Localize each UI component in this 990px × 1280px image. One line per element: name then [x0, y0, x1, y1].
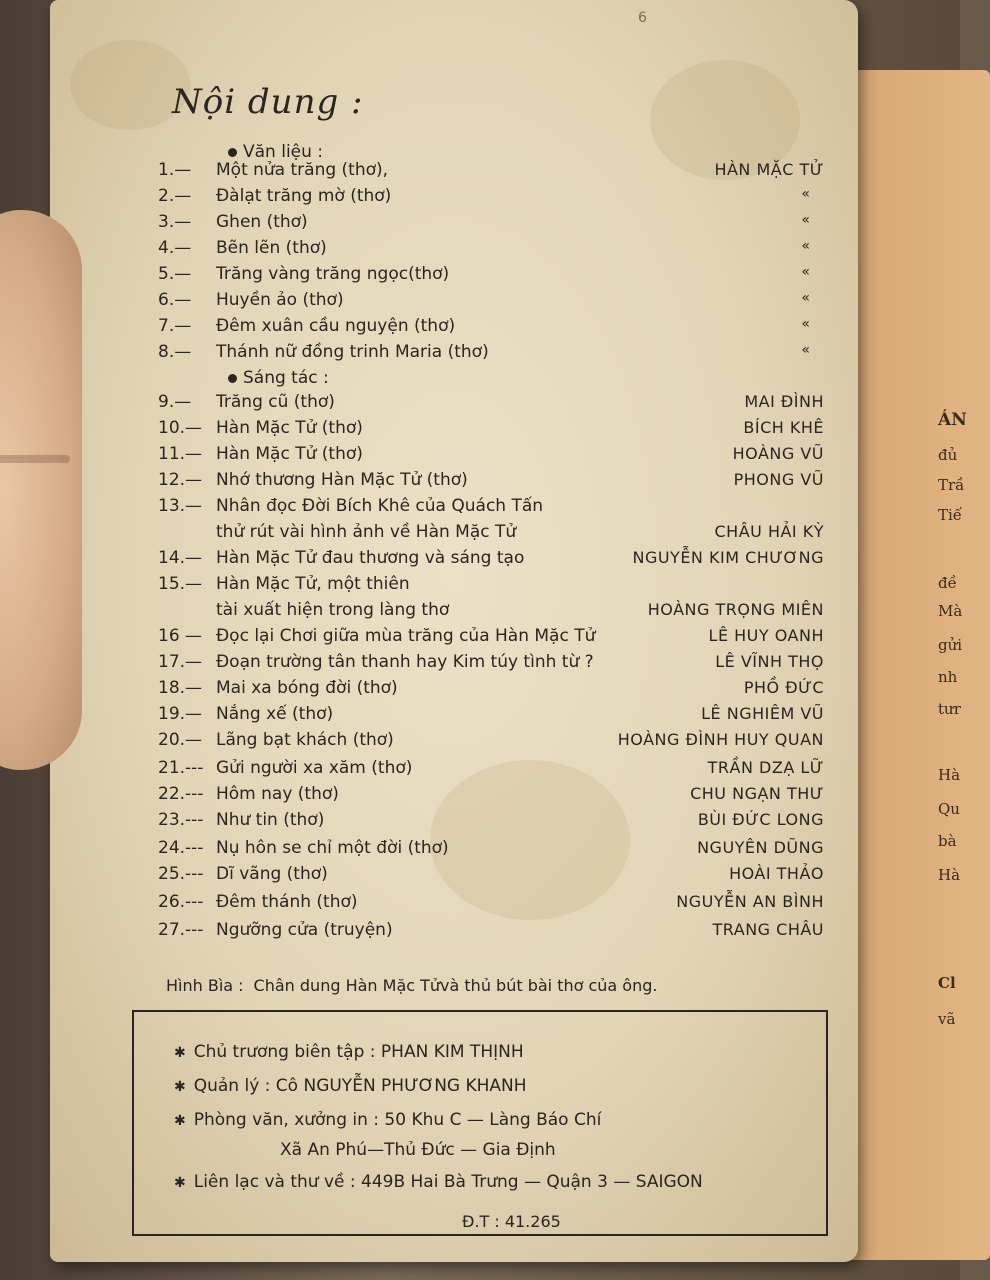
- asterisk-icon: ✱: [174, 1079, 186, 1095]
- imprint-box: [132, 1010, 828, 1236]
- toc-entry-number: 16 —: [158, 626, 203, 646]
- toc-entry-number: 24.---: [158, 838, 204, 858]
- toc-entry-number: 2.—: [158, 186, 192, 206]
- toc-entry-number: 19.—: [158, 704, 203, 724]
- toc-entry-number: 13.—: [158, 496, 203, 516]
- toc-entry-number: 11.—: [158, 444, 203, 464]
- toc-entry-number: 23.---: [158, 810, 204, 830]
- toc-entry-author: CHU NGẠN THƯ: [690, 784, 824, 803]
- toc-entry: [158, 418, 824, 444]
- imprint-editor: [174, 1042, 524, 1062]
- toc-entry-title: Nụ hôn se chỉ một đời (thơ): [216, 838, 449, 858]
- toc-entry-title: Đêm thánh (thơ): [216, 892, 358, 912]
- toc-entry: [158, 864, 824, 890]
- toc-entry-author: LÊ NGHIÊM VŨ: [701, 704, 824, 723]
- imprint-contact: [174, 1172, 703, 1192]
- toc-entry-title: Đàlạt trăng mờ (thơ): [216, 186, 392, 206]
- toc-entry-number: 15.—: [158, 574, 203, 594]
- toc-entry-title: Bẽn lẽn (thơ): [216, 238, 327, 258]
- asterisk-icon: ✱: [174, 1113, 186, 1129]
- toc-entry-title: Ghen (thơ): [216, 212, 308, 232]
- cover-label: Hình Bìa :: [166, 976, 244, 995]
- toc-entry-title: Hàn Mặc Tử (thơ): [216, 444, 363, 464]
- toc-entry-title: Đọc lại Chơi giữa mùa trăng của Hàn Mặc Tử: [216, 626, 596, 646]
- toc-entry-author: TRANG CHÂU: [712, 920, 824, 939]
- toc-entry: [158, 730, 824, 756]
- toc-entry-number: 21.---: [158, 758, 204, 778]
- adjacent-page-text: Cl: [938, 974, 956, 992]
- adjacent-page-text: Hà: [938, 866, 961, 884]
- toc-entry-author: BÍCH KHÊ: [743, 418, 824, 437]
- toc-entry-title: Hôm nay (thơ): [216, 784, 339, 804]
- page-number: 6: [638, 10, 647, 26]
- toc-entry-author: NGUYỄN AN BÌNH: [676, 892, 824, 911]
- toc-entry-author: HOÀI THẢO: [729, 864, 824, 883]
- toc-entry-author: PHONG VŨ: [733, 470, 824, 489]
- adjacent-page-text: Tiế: [938, 506, 963, 524]
- toc-entry-number: 26.---: [158, 892, 204, 912]
- toc-entry: [158, 496, 824, 522]
- ditto-mark: «: [801, 238, 810, 254]
- toc-entry-number: 1.—: [158, 160, 192, 180]
- section-label: Sáng tác :: [243, 368, 329, 388]
- toc-entry-title: Thánh nữ đồng trinh Maria (thơ): [216, 342, 489, 362]
- toc-entry: [158, 290, 824, 316]
- toc-entry-number: 8.—: [158, 342, 192, 362]
- toc-entry-number: 9.—: [158, 392, 192, 412]
- ditto-mark: «: [801, 290, 810, 306]
- toc-entry-title: Nhớ thương Hàn Mặc Tử (thơ): [216, 470, 468, 490]
- toc-entry-number: 4.—: [158, 238, 192, 258]
- imprint-editor-text: Chủ trương biên tập : PHAN KIM THỊNH: [193, 1042, 524, 1062]
- thumb: [0, 210, 82, 770]
- toc-entry: [158, 186, 824, 212]
- toc-entry-number: 10.—: [158, 418, 203, 438]
- imprint-contact-text: Liên lạc và thư về : 449B Hai Bà Trưng — Quận 3 — SAIGON: [193, 1172, 703, 1192]
- toc-entry-author: BÙI ĐỨC LONG: [697, 810, 824, 829]
- toc-entry: [158, 548, 824, 574]
- adjacent-page-text: vã: [938, 1010, 956, 1028]
- section-heading-sang-tac: [228, 368, 329, 388]
- toc-entry: [158, 212, 824, 238]
- asterisk-icon: ✱: [174, 1175, 186, 1191]
- toc-entry-title: thử rút vài hình ảnh về Hàn Mặc Tử: [216, 522, 517, 542]
- ditto-mark: «: [801, 264, 810, 280]
- toc-entry-title: Hàn Mặc Tử (thơ): [216, 418, 363, 438]
- toc-entry: [158, 652, 824, 678]
- toc-entry: [158, 264, 824, 290]
- toc-entry-number: 7.—: [158, 316, 192, 336]
- toc-entry: [158, 470, 824, 496]
- toc-entry-number: 17.—: [158, 652, 203, 672]
- toc-entry-author: NGUYỄN KIM CHƯƠNG: [632, 548, 824, 567]
- toc-entry-title: Đoạn trường tân thanh hay Kim túy tình từ ?: [216, 652, 594, 672]
- toc-entry: [158, 600, 824, 626]
- toc-entry-title: Trăng vàng trăng ngọc(thơ): [216, 264, 450, 284]
- toc-entry-title: Hàn Mặc Tử, một thiên: [216, 574, 410, 594]
- bullet-icon: [228, 148, 237, 157]
- toc-entry-number: 5.—: [158, 264, 192, 284]
- toc-entry-author: MAI ĐÌNH: [744, 392, 824, 411]
- bullet-icon: [228, 374, 237, 383]
- toc-entry-title: Một nửa trăng (thơ),: [216, 160, 389, 180]
- page-title: Nội dung :: [172, 82, 364, 122]
- toc-entry: [158, 574, 824, 600]
- toc-entry-author: CHÂU HẢI KỲ: [714, 522, 824, 541]
- toc-entry-author: NGUYÊN DŨNG: [697, 838, 824, 857]
- toc-entry: [158, 444, 824, 470]
- imprint-office: [174, 1110, 601, 1130]
- toc-entry: [158, 920, 824, 946]
- adjacent-page-text: nh: [938, 668, 958, 686]
- imprint-manager: [174, 1076, 527, 1096]
- toc-entry-title: Đêm xuân cầu nguyện (thơ): [216, 316, 456, 336]
- ditto-mark: «: [801, 342, 810, 358]
- toc-entry: [158, 626, 824, 652]
- adjacent-page-text: ÁN: [938, 410, 967, 430]
- toc-entry-title: Dĩ vãng (thơ): [216, 864, 328, 884]
- toc-entry-title: Lãng bạt khách (thơ): [216, 730, 394, 750]
- adjacent-page-text: tưr: [938, 700, 961, 718]
- toc-entry-author: HOÀNG VŨ: [732, 444, 824, 463]
- toc-entry-title: Gửi người xa xăm (thơ): [216, 758, 413, 778]
- toc-entry-title: Như tin (thơ): [216, 810, 325, 830]
- imprint-office-text: Phòng văn, xưởng in : 50 Khu C — Làng Báo Chí: [193, 1110, 602, 1130]
- toc-entry: [158, 238, 824, 264]
- toc-entry-title: Trăng cũ (thơ): [216, 392, 335, 412]
- toc-entry-number: 18.—: [158, 678, 203, 698]
- toc-entry: [158, 784, 824, 810]
- toc-entry-number: 3.—: [158, 212, 192, 232]
- imprint-phone: Đ.T : 41.265: [462, 1212, 561, 1231]
- toc-entry: [158, 522, 824, 548]
- toc-entry-number: 12.—: [158, 470, 203, 490]
- toc-entry-title: Nhân đọc Đời Bích Khê của Quách Tấn: [216, 496, 544, 516]
- toc-entry-author: HOÀNG ĐÌNH HUY QUAN: [617, 730, 824, 749]
- ditto-mark: «: [801, 316, 810, 332]
- toc-entry-title: Huyền ảo (thơ): [216, 290, 344, 310]
- toc-entry-number: 6.—: [158, 290, 192, 310]
- section-heading-van-lieu: [228, 142, 323, 162]
- toc-entry-number: 22.---: [158, 784, 204, 804]
- toc-entry: [158, 160, 824, 186]
- toc-entry-number: 14.—: [158, 548, 203, 568]
- toc-entry-author: HOÀNG TRỌNG MIÊN: [647, 600, 824, 619]
- toc-entry-title: Nắng xế (thơ): [216, 704, 334, 724]
- toc-entry: [158, 342, 824, 368]
- toc-entry-author: LÊ VĨNH THỌ: [715, 652, 824, 671]
- book-page: [50, 0, 858, 1262]
- toc-entry: [158, 678, 824, 704]
- toc-entry-author: LÊ HUY OANH: [708, 626, 824, 645]
- adjacent-page-text: Mà: [938, 602, 963, 620]
- adjacent-page-text: đề: [938, 574, 957, 592]
- toc-entry-number: 25.---: [158, 864, 204, 884]
- toc-entry: [158, 810, 824, 836]
- toc-entry: [158, 704, 824, 730]
- toc-entry-author: TRẦN DZẠ LỮ: [707, 758, 824, 777]
- adjacent-page-text: đủ: [938, 446, 958, 464]
- adjacent-page-text: Qu: [938, 800, 960, 818]
- imprint-manager-text: Quản lý : Cô NGUYỄN PHƯƠNG KHANH: [193, 1076, 527, 1096]
- adjacent-page-text: bà: [938, 832, 957, 850]
- toc-entry-author: PHỒ ĐỨC: [743, 678, 824, 697]
- cover-text: Chân dung Hàn Mặc Tửvà thủ bút bài thơ của ông.: [253, 976, 658, 995]
- adjacent-page-text: gửi: [938, 636, 963, 654]
- toc-entry-author: HÀN MẶC TỬ: [714, 160, 824, 179]
- finger-crease: [0, 455, 70, 463]
- ditto-mark: «: [801, 212, 810, 228]
- toc-entry-number: 27.---: [158, 920, 204, 940]
- asterisk-icon: ✱: [174, 1045, 186, 1061]
- imprint-office-line2: Xã An Phú—Thủ Đức — Gia Định: [280, 1140, 556, 1160]
- adjacent-page-text: Trầ: [938, 476, 965, 494]
- section-label: Văn liệu :: [243, 142, 324, 162]
- toc-entry-title: Ngưỡng cửa (truyện): [216, 920, 393, 940]
- toc-entry-title: tài xuất hiện trong làng thơ: [216, 600, 450, 620]
- toc-entry: [158, 892, 824, 918]
- ditto-mark: «: [801, 186, 810, 202]
- cover-caption: [166, 976, 657, 995]
- toc-entry: [158, 392, 824, 418]
- toc-entry: [158, 838, 824, 864]
- toc-entry-title: Hàn Mặc Tử đau thương và sáng tạo: [216, 548, 525, 568]
- toc-entry-title: Mai xa bóng đời (thơ): [216, 678, 398, 698]
- toc-entry: [158, 316, 824, 342]
- toc-entry-number: 20.—: [158, 730, 203, 750]
- toc-entry: [158, 758, 824, 784]
- adjacent-page-text: Hà: [938, 766, 961, 784]
